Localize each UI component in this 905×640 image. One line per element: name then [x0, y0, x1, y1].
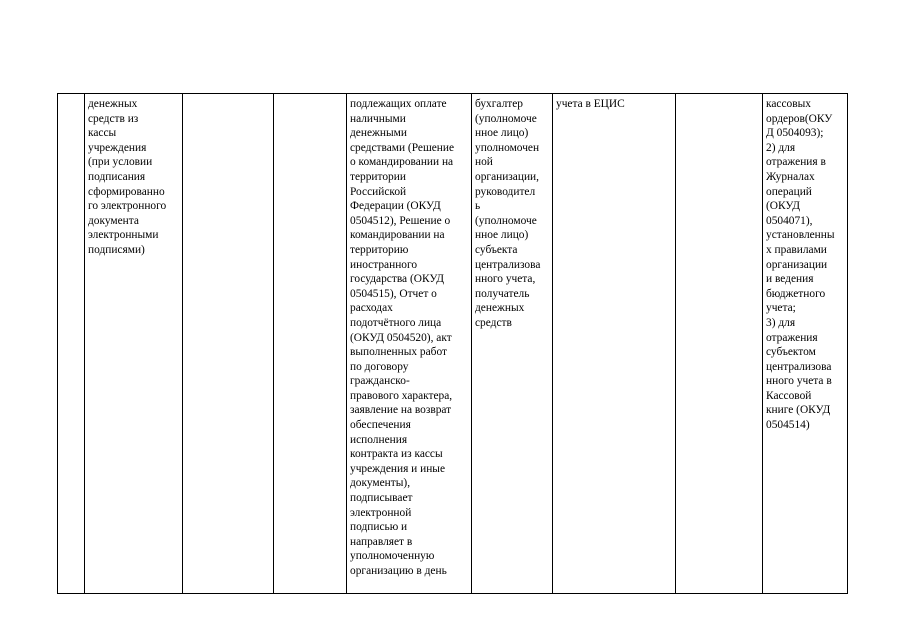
table-cell-col3	[183, 94, 274, 594]
table-row	[58, 94, 848, 594]
table-cell-col9: кассовых ордеров(ОКУ Д 0504093); 2) для отражения в Журналах операций (ОКУД 0504071), установленны х правилами организации и ведения бюджетного учета; 3) для отражения субъектом централизова нного учета в Кассовой книге (ОКУД 0504514)	[763, 94, 848, 594]
table-cell-col6: бухгалтер (уполномоче нное лицо) уполномочен ной организации, руководител ь (уполномоче нное лицо) субъекта централизова нного учета, получатель денежных средств	[472, 94, 553, 594]
table-cell-col2: денежных средств из кассы учреждения (при условии подписания сформированно го электронного документа электронными подписями)	[85, 94, 183, 594]
table-cell-col5: подлежащих оплате наличными денежными средствами (Решение о командировании на территории Российской Федерации (ОКУД 0504512), Решение о командировании на территорию иностранного государства (ОКУД 0504515), Отчет о расходах подотчётного лица (ОКУД 0504520), акт выполненных работ по договору гражданско- правового характера, заявление на возврат обеспечения исполнения контракта из кассы учреждения и иные документы), подписывает электронной подписью и направляет в уполномоченную организацию в день	[347, 94, 472, 594]
table-cell-col4	[274, 94, 347, 594]
document-table	[57, 93, 848, 594]
table-cell-col8	[676, 94, 763, 594]
table-cell-col1	[58, 94, 85, 594]
table-cell-col7: учета в ЕЦИС	[553, 94, 676, 594]
